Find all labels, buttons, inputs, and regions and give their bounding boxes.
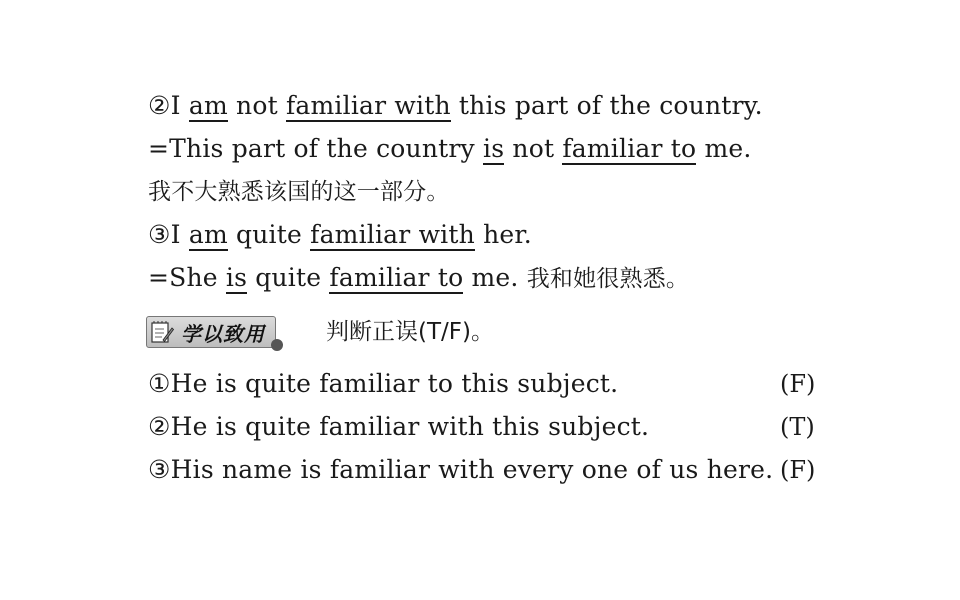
text-segment: not (227, 91, 286, 120)
text-segment: her. (474, 220, 532, 249)
practice-item-2 (148, 411, 649, 443)
text-segment: this part of the country. (450, 91, 763, 120)
example-2-sentence-1 (148, 90, 763, 122)
underlined-word: is (483, 134, 505, 163)
practice-instruction: 判断正误(T/F)。 (326, 319, 494, 345)
text-segment: =This part of the country (148, 134, 484, 163)
text-segment: =She (148, 263, 226, 292)
underlined-phrase: familiar to (329, 263, 464, 292)
underlined-phrase: familiar with (285, 91, 451, 120)
item-text: His name is familiar with every one of us here. (170, 455, 774, 484)
pencil-notepad-icon (150, 320, 174, 344)
example-3-sentence-1 (148, 219, 532, 251)
underlined-phrase: familiar to (562, 134, 697, 163)
item-marker: ① (148, 369, 171, 398)
text-segment: me. (696, 134, 752, 163)
text-segment: not (504, 134, 563, 163)
underlined-phrase: familiar with (310, 220, 475, 249)
practice-section-badge (146, 316, 276, 348)
example-marker: ③ (148, 220, 171, 249)
example-2-translation: 我不大熟悉该国的这一部分。 (148, 179, 450, 205)
example-3-translation: 我和她很熟悉。 (526, 266, 690, 292)
underlined-word: am (188, 220, 228, 249)
practice-answer-2: (T) (780, 413, 815, 441)
text-segment: I (170, 220, 189, 249)
text-segment: I (170, 91, 189, 120)
practice-item-1 (148, 368, 618, 400)
practice-item-3 (148, 454, 773, 486)
badge-box (146, 316, 276, 348)
item-text: He is quite familiar to this subject. (170, 369, 619, 398)
practice-answer-3: (F) (780, 456, 816, 484)
underlined-word: am (188, 91, 228, 120)
item-marker: ② (148, 412, 171, 441)
practice-answer-1: (F) (780, 370, 816, 398)
text-segment: me. (463, 263, 527, 292)
badge-dot (271, 339, 283, 351)
text-segment: quite (227, 220, 311, 249)
badge-label: 学以致用 (181, 321, 265, 346)
underlined-word: is (225, 263, 248, 292)
text-segment: quite (247, 263, 330, 292)
item-text: He is quite familiar with this subject. (170, 412, 650, 441)
example-2-sentence-2 (148, 133, 752, 165)
example-marker: ② (148, 91, 171, 120)
example-3-sentence-2 (148, 262, 689, 295)
item-marker: ③ (148, 455, 171, 484)
